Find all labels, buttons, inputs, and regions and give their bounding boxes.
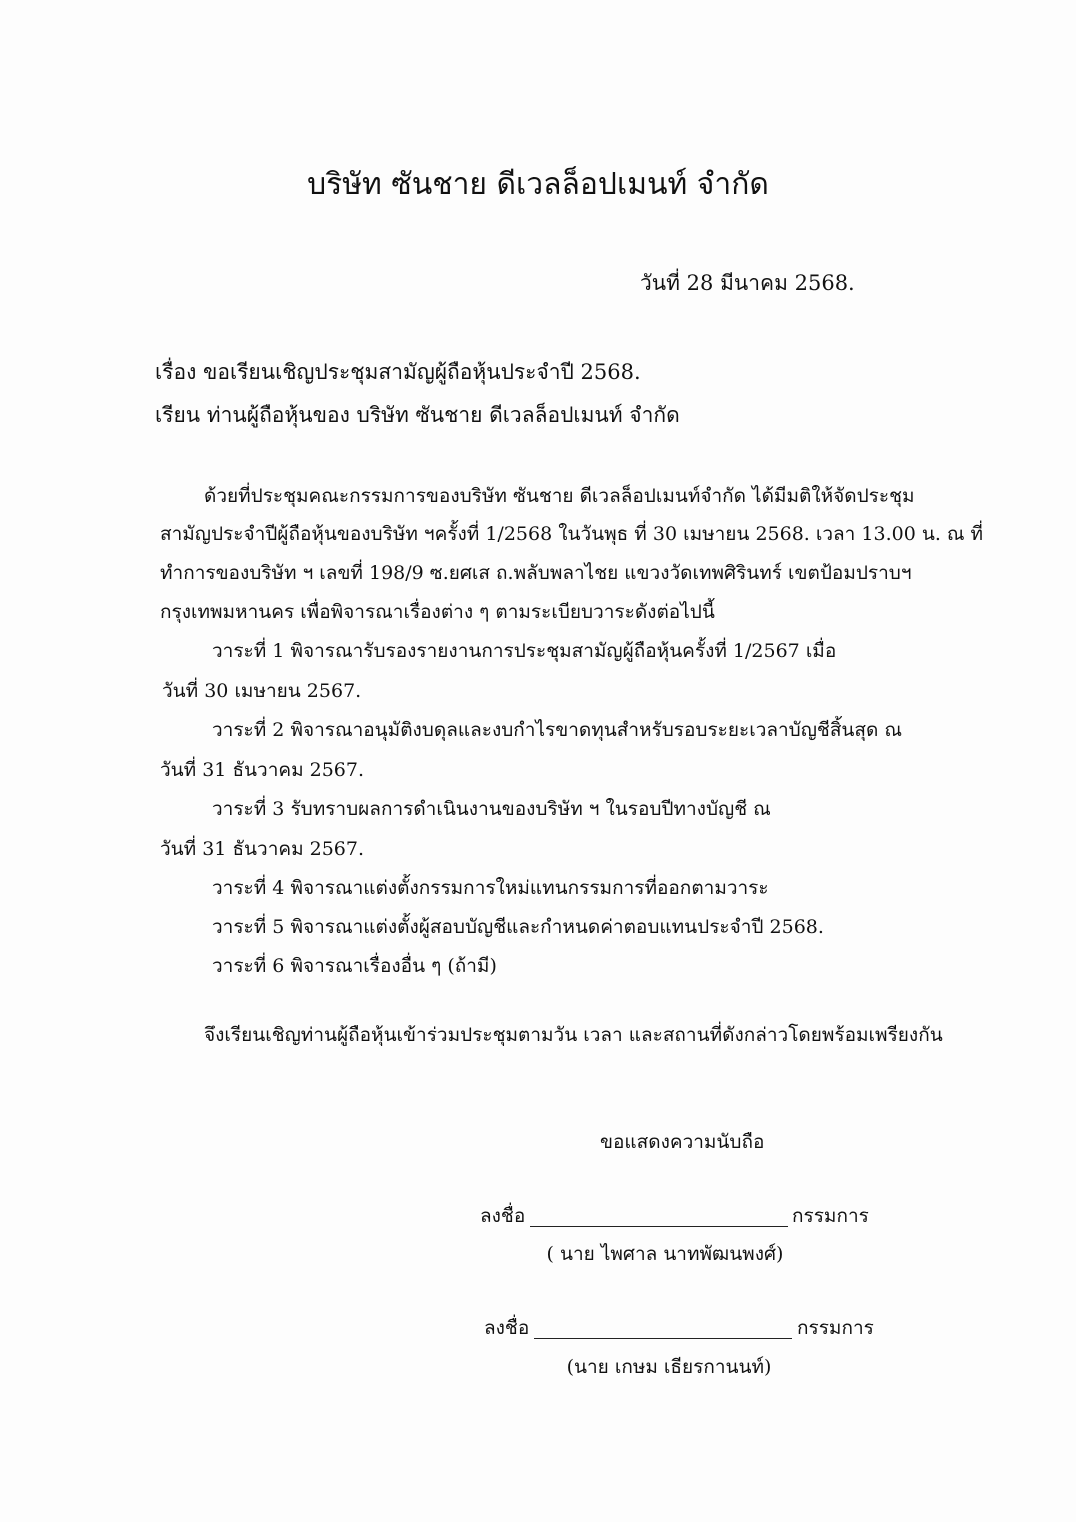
agenda-item-1: วาระที่ 1 พิจารณารับรองรายงานการประชุมสามัญผู้ถือหุ้นครั้งที่ 1/2567 เมื่อ bbox=[212, 640, 837, 662]
agenda-item-4: วาระที่ 4 พิจารณาแต่งตั้งกรรมการใหม่แทนกรรมการที่ออกตามวาระ bbox=[212, 877, 769, 899]
regards: ขอแสดงความนับถือ bbox=[600, 1131, 765, 1153]
agenda-item-1-date: วันที่ 30 เมษายน 2567. bbox=[162, 680, 362, 702]
agenda-item-3-date: วันที่ 31 ธันวาคม 2567. bbox=[160, 838, 365, 860]
closing-invitation: จึงเรียนเชิญท่านผู้ถือหุ้นเข้าร่วมประชุมตามวัน เวลา และสถานที่ดังกล่าวโดยพร้อมเพรียงกัน bbox=[204, 1024, 943, 1046]
letter-subject: เรื่อง ขอเรียนเชิญประชุมสามัญผู้ถือหุ้นประจำปี 2568. bbox=[155, 360, 641, 384]
agenda-item-2: วาระที่ 2 พิจารณาอนุมัติงบดุลและงบกำไรขาดทุนสำหรับรอบระยะเวลาบัญชีสิ้นสุด ณ bbox=[212, 719, 903, 741]
body-line-2: สามัญประจำปีผู้ถือหุ้นของบริษัท ฯครั้งที่ 1/2568 ในวันพุธ ที่ 30 เมษายน 2568. เวลา 13.00 น. ณ ที่ bbox=[160, 523, 984, 545]
signature-2-line bbox=[534, 1338, 792, 1339]
letter-recipient: เรียน ท่านผู้ถือหุ้นของ บริษัท ซันชาย ดีเวลล็อปเมนท์ จำกัด bbox=[155, 403, 680, 427]
company-title: บริษัท ซันชาย ดีเวลล็อปเมนท์ จำกัด bbox=[307, 167, 769, 202]
signature-1-line bbox=[530, 1226, 788, 1227]
body-line-1: ด้วยที่ประชุมคณะกรรมการของบริษัท ซันชาย ดีเวลล็อปเมนท์จำกัด ได้มีมติให้จัดประชุม bbox=[204, 485, 915, 507]
signature-1-label: ลงชื่อ bbox=[480, 1205, 526, 1227]
agenda-item-6: วาระที่ 6 พิจารณาเรื่องอื่น ๆ (ถ้ามี) bbox=[212, 955, 497, 977]
agenda-item-5: วาระที่ 5 พิจารณาแต่งตั้งผู้สอบบัญชีและกำหนดค่าตอบแทนประจำปี 2568. bbox=[212, 916, 824, 938]
signature-1-role: กรรมการ bbox=[792, 1205, 869, 1227]
agenda-item-3: วาระที่ 3 รับทราบผลการดำเนินงานของบริษัท ฯ ในรอบปีทางบัญชี ณ bbox=[212, 798, 771, 820]
body-line-3: ทำการของบริษัท ฯ เลขที่ 198/9 ซ.ยศเส ถ.พลับพลาไชย แขวงวัดเทพศิรินทร์ เขตป้อมปราบฯ bbox=[160, 562, 912, 584]
signature-2-name: (นาย เกษม เธียรกานนท์) bbox=[566, 1356, 772, 1378]
body-line-4: กรุงเทพมหานคร เพื่อพิจารณาเรื่องต่าง ๆ ตามระเบียบวาระดังต่อไปนี้ bbox=[160, 601, 715, 623]
letter-date: วันที่ 28 มีนาคม 2568. bbox=[640, 271, 855, 295]
agenda-item-2-date: วันที่ 31 ธันวาคม 2567. bbox=[160, 759, 365, 781]
signature-1-name: ( นาย ไพศาล นาทพัฒนพงศ์) bbox=[546, 1243, 784, 1265]
signature-2-role: กรรมการ bbox=[797, 1317, 874, 1339]
signature-2-label: ลงชื่อ bbox=[484, 1317, 530, 1339]
